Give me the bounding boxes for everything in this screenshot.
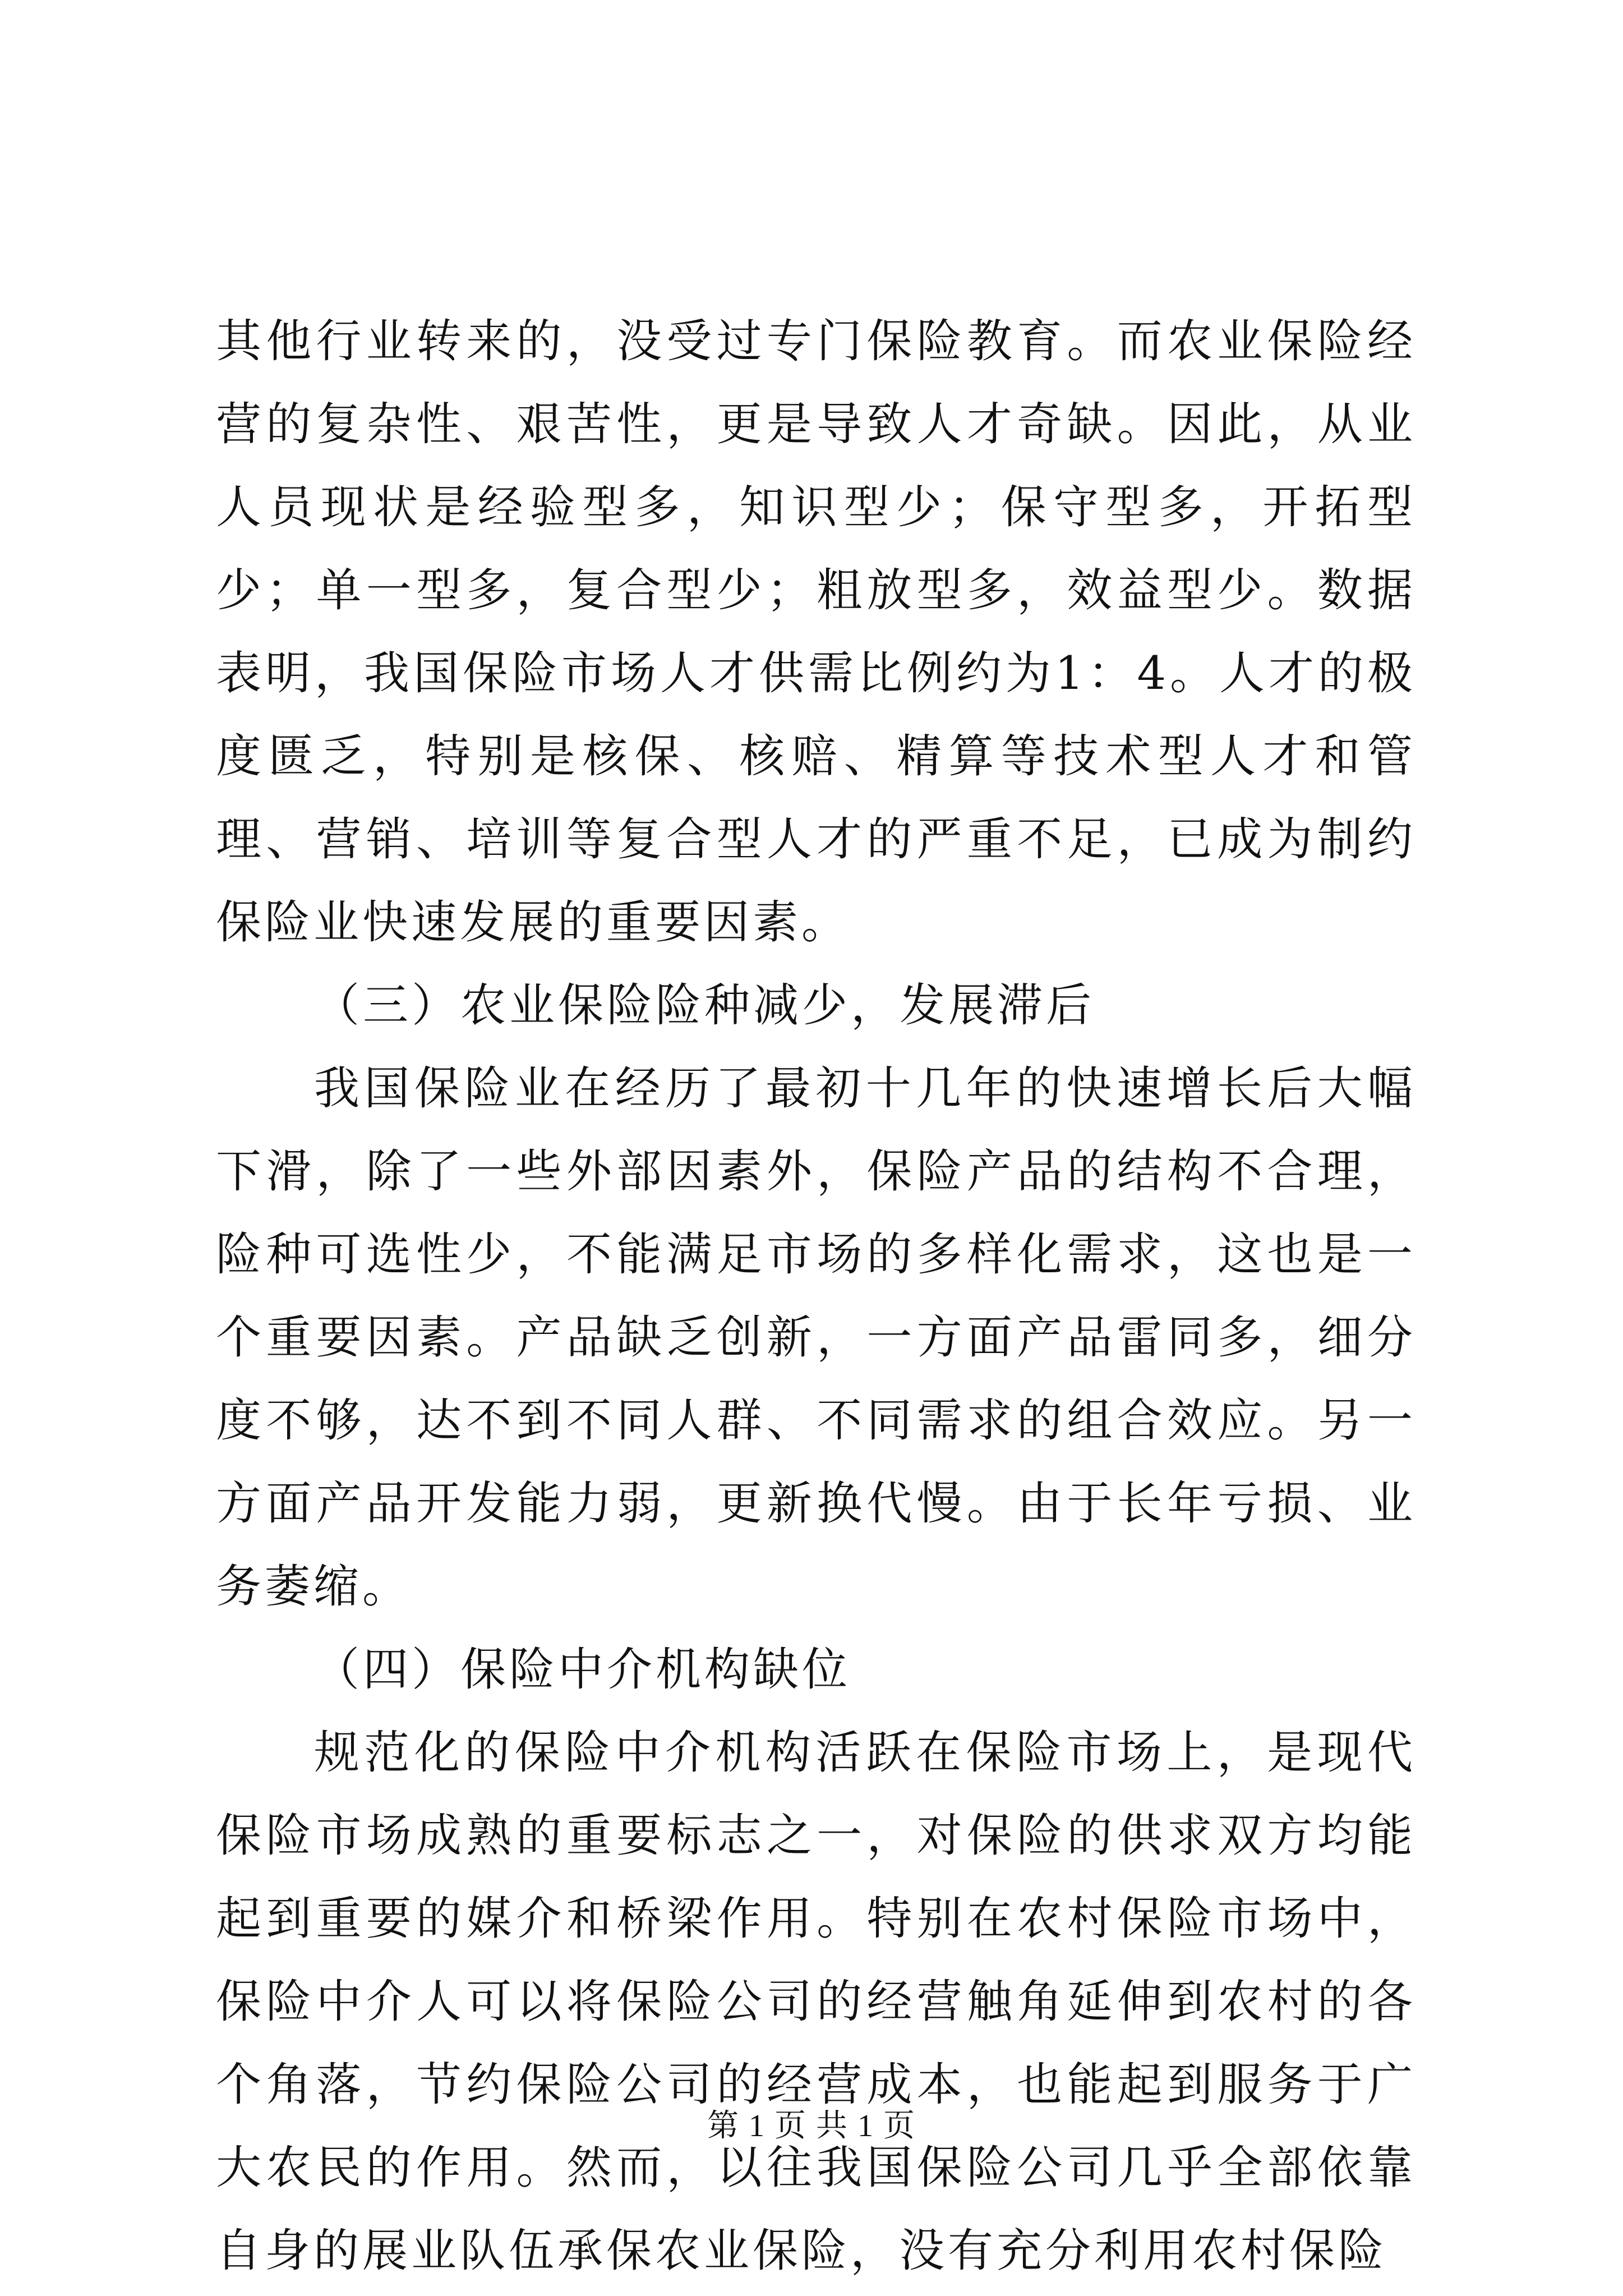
section-heading: （三）农业保险险种减少，发展滞后 xyxy=(314,979,1095,1032)
section-heading: （四）保险中介机构缺位 xyxy=(314,1644,851,1696)
body-paragraph: 其他行业转来的，没受过专门保险教育。而农业保险经营的复杂性、艰苦性，更是导致人才奇缺。因此，从业人员现状是经验型多，知识型少；保守型多，开拓型少；单一型多，复合型少；粗放型多，效益型少。数据表明，我国保险市场人才供需比例约为1：4。人才的极度匮乏，特别是核保、核赔、精算等技术型人才和管理、营销、培训等复合型人才的严重不足，已成为制约保险业快速发展的重要因素。 xyxy=(216,315,1416,949)
body-paragraph: 规范化的保险中介机构活跃在保险市场上，是现代保险市场成熟的重要标志之一，对保险的供求双方均能起到重要的媒介和桥梁作用。特别在农村保险市场中，保险中介人可以将保险公司的经营触角延伸到农村的各个角落，节约保险公司的经营成本，也能起到服务于广大农民的作用。然而，以往我国保险公司几乎全部依靠自身的展业队伍承保农业保险，没有充分利用农村保险 xyxy=(216,1727,1416,2277)
document-body xyxy=(216,300,1416,2293)
body-paragraph: 我国保险业在经历了最初十几年的快速增长后大幅下滑，除了一些外部因素外，保险产品的结构不合理，险种可选性少，不能满足市场的多样化需求，这也是一个重要因素。产品缺乏创新，一方面产品雷同多，细分度不够，达不到不同人群、不同需求的组合效应。另一方面产品开发能力弱，更新换代慢。由于长年亏损、业务萎缩。 xyxy=(216,1062,1416,1613)
page-number-footer: 第 1 页 共 1 页 xyxy=(707,2109,916,2143)
